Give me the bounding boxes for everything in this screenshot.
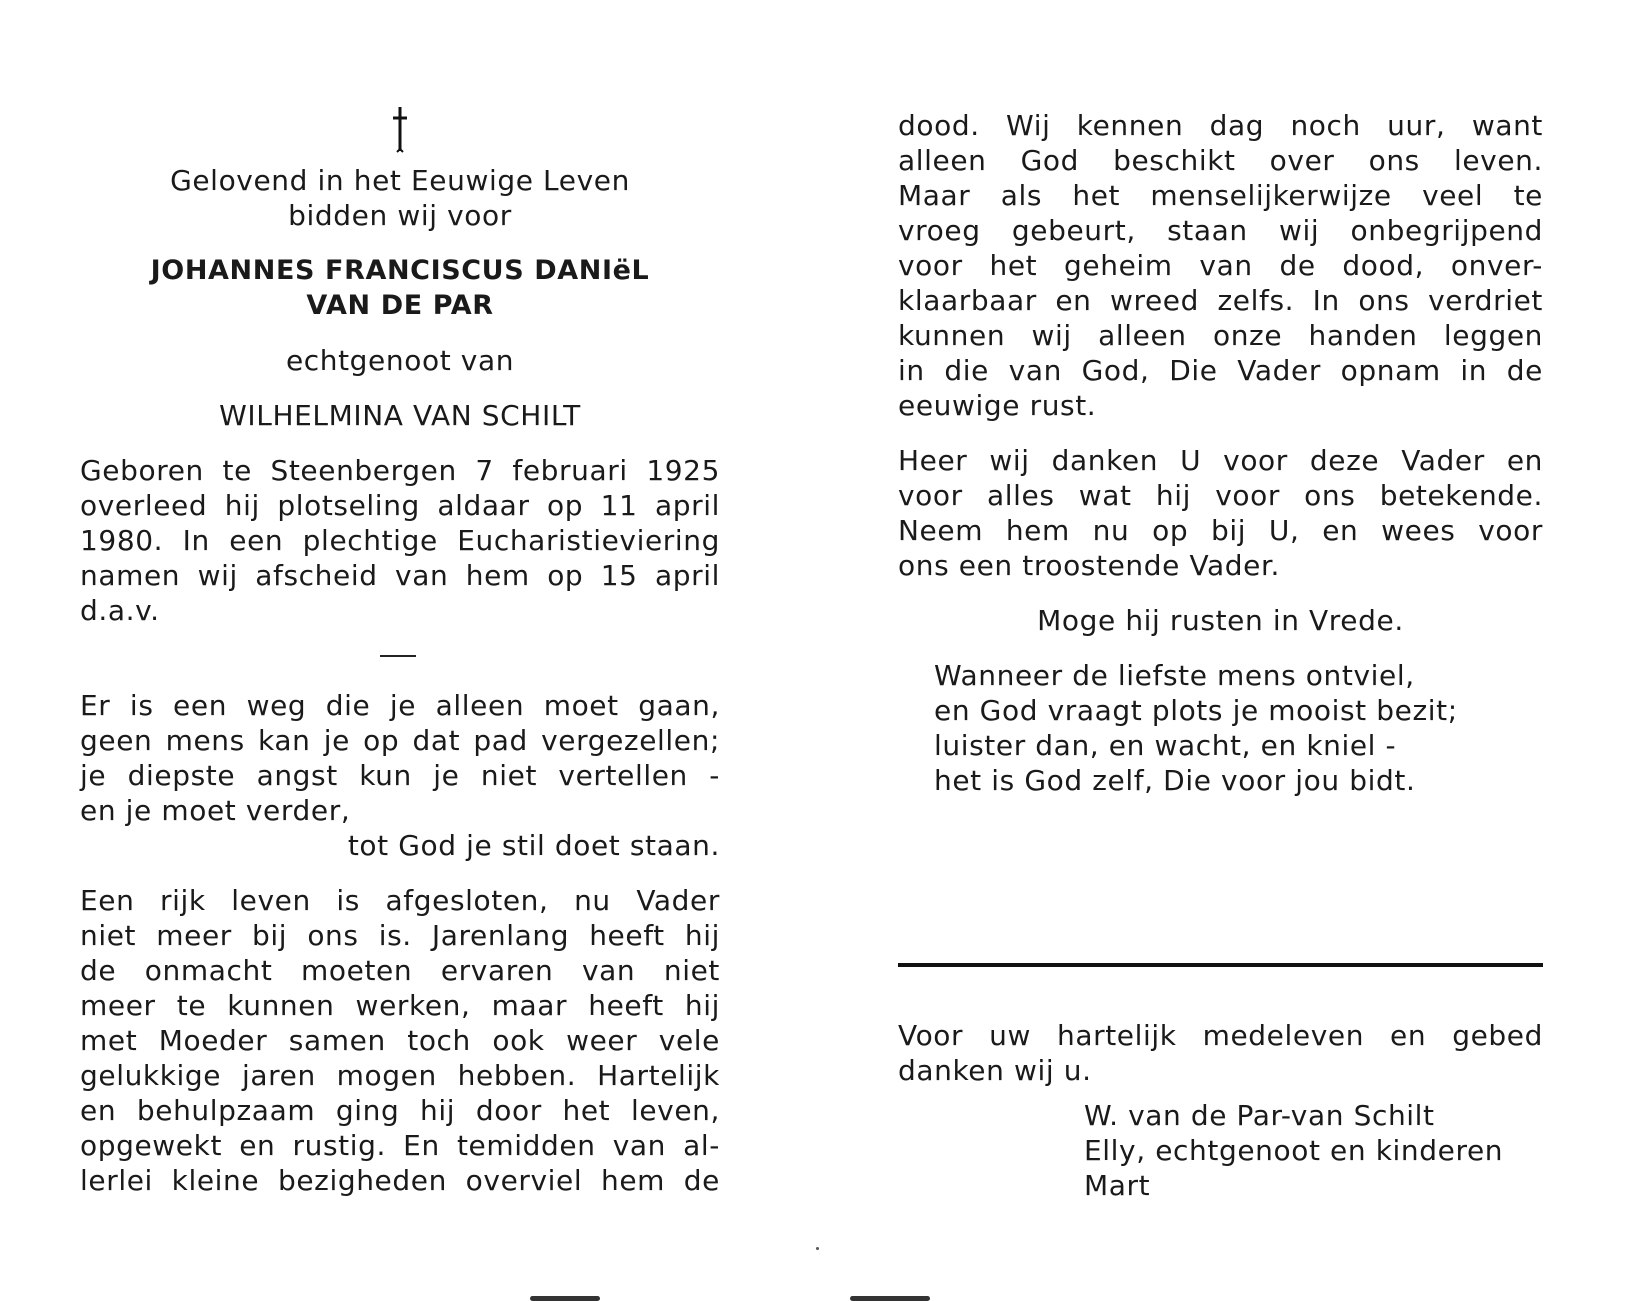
prayer-line-4: ons een troostende Vader.: [898, 549, 1281, 582]
spouse-label: echtgenoot van: [285, 344, 515, 377]
signature-line-2: Elly, echtgenoot en kinderen: [1084, 1134, 1504, 1167]
verse-line-3: luister dan, en wacht, en kniel -: [934, 729, 1397, 762]
biography-line-1: Geboren te Steenbergen 7 februari 1925: [80, 454, 720, 487]
tribute-line-9: lerlei kleine bezigheden overviel hem de: [80, 1164, 720, 1197]
continuation-line-5: voor het geheim van de dood, onver-: [898, 249, 1543, 282]
tribute-line-2: niet meer bij ons is. Jarenlang heeft hij: [80, 919, 720, 952]
continuation-line-3: Maar als het menselijkerwijze veel te: [898, 179, 1543, 212]
intro-line-2: bidden wij voor: [288, 199, 512, 232]
intro-line-1: Gelovend in het Eeuwige Leven: [170, 164, 630, 197]
tribute-line-3: de onmacht moeten ervaren van niet: [80, 954, 720, 987]
poem-line-3: je diepste angst kun je niet vertellen -: [80, 759, 720, 792]
verse-line-2: en God vraagt plots je mooist bezit;: [934, 694, 1458, 727]
continuation-line-9: eeuwige rust.: [898, 389, 1097, 422]
continuation-line-2: alleen God beschikt over ons leven.: [898, 144, 1543, 177]
tribute-line-1: Een rijk leven is afgesloten, nu Vader: [80, 884, 720, 917]
spouse-name: WILHELMINA VAN SCHILT: [219, 399, 581, 432]
verse-line-4: het is God zelf, Die voor jou bidt.: [934, 764, 1416, 797]
deceased-name-line-1: JOHANNES FRANCISCUS DANIëL: [150, 255, 650, 286]
thanks-line-1: Voor uw hartelijk medeleven en gebed: [898, 1019, 1543, 1052]
poem-line-5: tot God je stil doet staan.: [347, 829, 720, 862]
signature-line-1: W. van de Par-van Schilt: [1084, 1099, 1435, 1132]
tribute-line-6: gelukkige jaren mogen hebben. Hartelijk: [80, 1059, 720, 1092]
tribute-line-5: met Moeder samen toch ook weer vele: [80, 1024, 720, 1057]
biography-line-5: d.a.v.: [80, 594, 160, 627]
continuation-line-6: klaarbaar en wreed zelfs. In ons verdriet: [898, 284, 1543, 317]
tribute-line-7: en behulpzaam ging hij door het leven,: [80, 1094, 720, 1127]
prayer-line-3: Neem hem nu op bij U, en wees voor: [898, 514, 1543, 547]
prayer-line-1: Heer wij danken U voor deze Vader en: [898, 444, 1543, 477]
poem-line-2: geen mens kan je op dat pad vergezellen;: [80, 724, 720, 757]
scan-smudge-right: [850, 1296, 930, 1301]
continuation-line-7: kunnen wij alleen onze handen leggen: [898, 319, 1543, 352]
separator-dash: [380, 655, 416, 657]
divider-rule: [898, 963, 1543, 967]
verse-line-1: Wanneer de liefste mens ontviel,: [934, 659, 1415, 692]
continuation-line-8: in die van God, Die Vader opnam in de: [898, 354, 1543, 387]
cross-icon: [380, 105, 420, 153]
poem-line-4: en je moet verder,: [80, 794, 351, 827]
blessing: Moge hij rusten in Vrede.: [1037, 604, 1404, 637]
continuation-line-4: vroeg gebeurt, staan wij onbegrijpend: [898, 214, 1543, 247]
prayer-line-2: voor alles wat hij voor ons betekende.: [898, 479, 1543, 512]
deceased-name-line-2: VAN DE PAR: [306, 290, 494, 321]
thanks-line-2: danken wij u.: [898, 1054, 1092, 1087]
biography-line-4: namen wij afscheid van hem op 15 april: [80, 559, 720, 592]
biography-line-2: overleed hij plotseling aldaar op 11 april: [80, 489, 720, 522]
signature-line-3: Mart: [1084, 1169, 1151, 1202]
scan-speck: [816, 1247, 819, 1250]
tribute-line-4: meer te kunnen werken, maar heeft hij: [80, 989, 720, 1022]
continuation-line-1: dood. Wij kennen dag noch uur, want: [898, 109, 1543, 142]
biography-line-3: 1980. In een plechtige Eucharistieviering: [80, 524, 720, 557]
tribute-line-8: opgewekt en rustig. En temidden van al-: [80, 1129, 720, 1162]
poem-line-1: Er is een weg die je alleen moet gaan,: [80, 689, 720, 722]
scan-smudge-left: [530, 1296, 600, 1301]
